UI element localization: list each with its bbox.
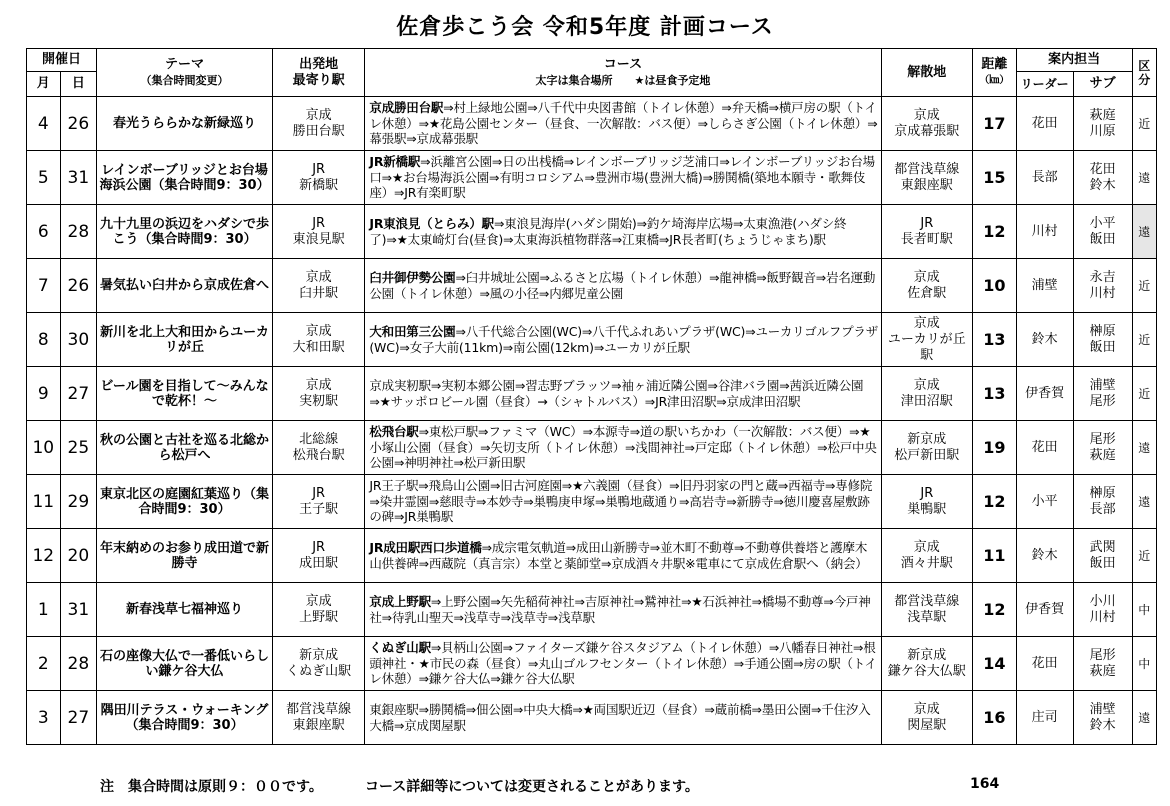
area-cell: 遠 (1132, 421, 1156, 475)
header-month: 月 (27, 72, 61, 97)
leader-cell: 花田 (1016, 637, 1073, 691)
end-line1: 京成 (913, 377, 940, 393)
course-cell (365, 637, 881, 691)
table-row (27, 637, 1157, 691)
sub-cell (1073, 97, 1132, 151)
end-cell (881, 367, 972, 421)
course-cell (365, 205, 881, 259)
start-cell (272, 691, 364, 745)
theme-cell: 石の座像大仏で一番低いらしい鎌ケ谷大仏 (97, 637, 273, 691)
sub-line1: 武関 (1089, 539, 1116, 555)
start-cell (272, 259, 364, 313)
month-cell: 4 (27, 97, 61, 151)
area-cell: 近 (1132, 529, 1156, 583)
theme-cell: 新川を北上大和田からユーカリが丘 (97, 313, 273, 367)
course-route: ⇒東松戸駅⇒ファミマ（WC）⇒本源寺⇒道の駅いちかわ（一次解散：バス便）⇒★小塚山公園（昼食）⇒矢切支所（トイレ休憩）⇒浅間神社⇒戸定邸（トイレ休憩）⇒松戸中央公園⇒神明神社⇒松戸新田駅 (369, 424, 877, 471)
start-line2: 松飛台駅 (292, 447, 345, 463)
sub-cell (1073, 583, 1132, 637)
header-course (365, 49, 881, 97)
area-cell: 中 (1132, 637, 1156, 691)
table-row (27, 151, 1157, 205)
course-cell (365, 259, 881, 313)
start-line1: JR (312, 215, 326, 231)
leader-cell: 伊香賀 (1016, 367, 1073, 421)
end-line2: 鎌ケ谷大仏駅 (887, 663, 966, 679)
end-cell (881, 421, 972, 475)
start-cell (272, 151, 364, 205)
end-line1: 京成 (913, 107, 940, 123)
distance-cell: 11 (973, 529, 1017, 583)
table-row (27, 421, 1157, 475)
day-cell: 31 (60, 151, 97, 205)
course-route: ⇒貝柄山公園⇒ファイターズ鎌ケ谷スタジアム（トイレ休憩）⇒八幡春日神社⇒根頭神社・★市民の森（昼食）⇒丸山ゴルフセンター（トイレ休憩）⇒手通公園⇒房の駅（トイレ休憩）⇒鎌ケ谷大仏⇒鎌ケ谷大仏駅 (369, 640, 877, 687)
end-cell (881, 97, 972, 151)
start-line2: 東浪見駅 (292, 231, 345, 247)
end-line2: 長者町駅 (900, 231, 953, 247)
course-route: 京成実籾駅⇒実籾本郷公園⇒習志野ブラッツ⇒袖ヶ浦近隣公園⇒谷津バラ園⇒茜浜近隣公園⇒★サッポロビール園（昼食）→（シャトルバス）⇒JR津田沼駅⇒京成津田沼駅 (369, 378, 864, 409)
end-line2: 東銀座駅 (900, 177, 953, 193)
header-end: 解散地 (881, 49, 972, 97)
start-line1: JR (312, 485, 326, 501)
distance-cell: 13 (973, 313, 1017, 367)
header-leader: リーダー (1016, 72, 1073, 97)
area-cell: 中 (1132, 583, 1156, 637)
distance-cell: 16 (973, 691, 1017, 745)
leader-cell: 鈴木 (1016, 313, 1073, 367)
area-cell: 近 (1132, 367, 1156, 421)
theme-cell: 新春浅草七福神巡り (97, 583, 273, 637)
sub-cell (1073, 205, 1132, 259)
course-cell (365, 313, 881, 367)
end-line1: JR (920, 215, 934, 231)
end-line2: 松戸新田駅 (894, 447, 960, 463)
area-cell: 近 (1132, 259, 1156, 313)
start-line1: 京成 (305, 377, 332, 393)
leader-cell: 浦壁 (1016, 259, 1073, 313)
start-line2: 実籾駅 (299, 393, 339, 409)
start-cell (272, 313, 364, 367)
leader-cell: 花田 (1016, 421, 1073, 475)
theme-cell: 暑気払い臼井から京成佐倉へ (97, 259, 273, 313)
month-cell: 1 (27, 583, 61, 637)
sub-cell (1073, 475, 1132, 529)
day-cell: 29 (60, 475, 97, 529)
sub-line2: 飯田 (1089, 339, 1116, 355)
table-row (27, 259, 1157, 313)
start-cell (272, 205, 364, 259)
header-sub: サブ (1073, 72, 1132, 97)
course-route: ⇒上野公園⇒矢先稲荷神社⇒吉原神社⇒鷲神社⇒★石浜神社⇒橋場不動尊⇒今戸神社⇒待乳山聖天⇒浅草寺⇒浅草寺⇒浅草駅 (369, 594, 871, 625)
day-cell: 31 (60, 583, 97, 637)
header-theme (97, 49, 273, 97)
month-cell: 7 (27, 259, 61, 313)
sub-line1: 榊原 (1089, 485, 1116, 501)
sub-cell (1073, 529, 1132, 583)
theme-cell: 秋の公園と古社を巡る北総から松戸へ (97, 421, 273, 475)
end-line2: 浅草駅 (907, 609, 947, 625)
footer-note-1: 注 集合時間は原則９：００です。 (100, 779, 323, 795)
end-line2: 関屋駅 (907, 717, 947, 733)
distance-cell: 15 (973, 151, 1017, 205)
header-row-1 (27, 49, 1157, 72)
end-line1: 都営浅草線 (894, 593, 960, 609)
header-theme-sub: （集合時間変更） (140, 73, 229, 87)
sub-line1: 浦壁 (1089, 377, 1116, 393)
end-cell (881, 691, 972, 745)
sub-cell (1073, 259, 1132, 313)
start-line1: 京成 (305, 323, 332, 339)
theme-cell: ビール園を目指して～みんなで乾杯！～ (97, 367, 273, 421)
sub-line2: 長部 (1089, 501, 1116, 517)
meeting-point: JR成田駅西口歩道橋 (369, 540, 482, 555)
course-cell (365, 529, 881, 583)
table-row (27, 97, 1157, 151)
start-cell (272, 637, 364, 691)
sub-line2: 飯田 (1089, 231, 1116, 247)
area-cell: 近 (1132, 97, 1156, 151)
day-cell: 28 (60, 637, 97, 691)
end-cell (881, 259, 972, 313)
header-distance-line2: （㎞） (979, 74, 1010, 86)
course-route: ⇒浜離宮公園⇒日の出桟橋⇒レインボーブリッジ芝浦口⇒レインボーブリッジお台場口⇒★お台場海浜公園⇒有明コロシアム⇒豊洲市場(豊洲大橋)⇒勝鬨橋(築地本願寺・歌舞伎座）⇒JR有楽町駅 (369, 154, 875, 201)
start-line1: JR (312, 161, 326, 177)
start-cell (272, 583, 364, 637)
start-line2: 東銀座駅 (292, 717, 345, 733)
sub-line1: 小平 (1089, 215, 1116, 231)
theme-cell: 隅田川テラス・ウォーキング（集合時間9：30） (97, 691, 273, 745)
header-start-line1: 出発地 (299, 56, 339, 72)
start-cell (272, 421, 364, 475)
meeting-point: 松飛台駅 (369, 424, 419, 440)
start-line2: 勝田台駅 (292, 123, 345, 139)
leader-cell: 長部 (1016, 151, 1073, 205)
course-cell (365, 421, 881, 475)
theme-cell: レインボーブリッジとお台場海浜公園（集合時間9：30） (97, 151, 273, 205)
page-number: 164 (970, 776, 1000, 792)
end-cell (881, 151, 972, 205)
end-line2: 佐倉駅 (907, 285, 947, 301)
table-row (27, 205, 1157, 259)
month-cell: 5 (27, 151, 61, 205)
sub-cell (1073, 151, 1132, 205)
meeting-point: JR新橋駅 (369, 154, 421, 170)
sub-line1: 尾形 (1089, 431, 1116, 447)
course-cell (365, 691, 881, 745)
sub-cell (1073, 421, 1132, 475)
end-cell (881, 529, 972, 583)
theme-cell: 春光うららかな新緑巡り (97, 97, 273, 151)
meeting-point: 京成上野駅 (369, 594, 431, 609)
end-line1: 京成 (913, 315, 940, 331)
meeting-point: 臼井御伊勢公園 (369, 270, 456, 285)
sub-line2: 川原 (1089, 123, 1116, 139)
day-cell: 26 (60, 259, 97, 313)
leader-cell: 川村 (1016, 205, 1073, 259)
sub-cell (1073, 313, 1132, 367)
course-route: ⇒成宗電気軌道⇒成田山新勝寺⇒並木町不動尊⇒不動尊供養塔と護摩木山供養碑⇒西蔵院（真言宗）本堂と薬師堂⇒京成酒々井駅※電車にて京成佐倉駅へ（納会） (369, 540, 868, 571)
sub-cell (1073, 367, 1132, 421)
start-line2: 上野駅 (299, 609, 339, 625)
end-line1: JR (920, 485, 934, 501)
course-cell (365, 97, 881, 151)
table-row (27, 475, 1157, 529)
sub-line2: 鈴木 (1089, 717, 1116, 733)
start-line1: JR (312, 539, 326, 555)
header-guide: 案内担当 (1016, 49, 1132, 72)
distance-cell: 17 (973, 97, 1017, 151)
distance-cell: 10 (973, 259, 1017, 313)
end-line2: 巣鴨駅 (907, 501, 947, 517)
leader-cell: 鈴木 (1016, 529, 1073, 583)
start-line2: 大和田駅 (292, 339, 345, 355)
header-course-label: コース (603, 56, 643, 72)
day-cell: 26 (60, 97, 97, 151)
course-route: JR王子駅⇒飛鳥山公園⇒旧古河庭園⇒★六義園（昼食）⇒旧丹羽家の門と蔵⇒西福寺⇒専修院⇒染井霊園⇒慈眼寺⇒本妙寺⇒巣鴨庚申塚⇒巣鴨地蔵通り⇒高岩寺⇒新勝寺⇒徳川慶喜屋敷跡の碑⇒JR巣鴨駅 (369, 478, 873, 525)
sub-line2: 川村 (1089, 285, 1116, 301)
day-cell: 27 (60, 691, 97, 745)
table-row (27, 583, 1157, 637)
course-cell (365, 151, 881, 205)
sub-line1: 榊原 (1089, 323, 1116, 339)
end-line2: 酒々井駅 (900, 555, 953, 571)
sub-line2: 萩庭 (1089, 663, 1116, 679)
sub-line1: 萩庭 (1089, 107, 1116, 123)
end-cell (881, 475, 972, 529)
month-cell: 10 (27, 421, 61, 475)
day-cell: 30 (60, 313, 97, 367)
theme-cell: 東京北区の庭園紅葉巡り（集合時間9：30） (97, 475, 273, 529)
table-body (27, 97, 1157, 745)
course-route: ⇒臼井城址公園⇒ふるさと広場（トイレ休憩）⇒龍神橋⇒飯野観音⇒岩名運動公園（トイレ休憩）⇒風の小径⇒内郷児童公園 (369, 270, 876, 301)
day-cell: 27 (60, 367, 97, 421)
end-cell (881, 205, 972, 259)
page-title: 佐倉歩こう会 令和5年度 計画コース (396, 15, 774, 40)
meeting-point: 京成勝田台駅 (369, 100, 444, 116)
month-cell: 8 (27, 313, 61, 367)
month-cell: 2 (27, 637, 61, 691)
sub-cell (1073, 691, 1132, 745)
table-row (27, 367, 1157, 421)
end-cell (881, 637, 972, 691)
end-line2: 京成幕張駅 (894, 123, 960, 139)
sub-line2: 萩庭 (1089, 447, 1116, 463)
course-table (26, 48, 1157, 745)
course-route: ⇒村上緑地公園⇒八千代中央図書館（トイレ休憩）⇒弁天橋⇒横戸房の駅（トイレ休憩）⇒★花島公園センター（昼食、一次解散：バス便）⇒しらさぎ公園（トイレ休憩）⇒幕張駅⇒京成幕張駅 (369, 100, 878, 147)
end-line2: 津田沼駅 (900, 393, 953, 409)
start-line1: 都営浅草線 (286, 701, 352, 717)
course-cell (365, 475, 881, 529)
start-cell (272, 367, 364, 421)
start-cell (272, 97, 364, 151)
header-day: 日 (60, 72, 97, 97)
header-area: 区分 (1132, 49, 1156, 97)
distance-cell: 12 (973, 475, 1017, 529)
leader-cell: 庄司 (1016, 691, 1073, 745)
distance-cell: 12 (973, 205, 1017, 259)
start-line1: 京成 (305, 107, 332, 123)
month-cell: 11 (27, 475, 61, 529)
leader-cell: 花田 (1016, 97, 1073, 151)
day-cell: 25 (60, 421, 97, 475)
meeting-point: くぬぎ山駅 (369, 640, 431, 656)
month-cell: 6 (27, 205, 61, 259)
end-cell (881, 583, 972, 637)
start-cell (272, 475, 364, 529)
sub-line1: 浦壁 (1089, 701, 1116, 717)
end-line1: 新京成 (907, 647, 947, 663)
sub-line1: 尾形 (1089, 647, 1116, 663)
area-cell: 近 (1132, 313, 1156, 367)
start-line2: 臼井駅 (299, 285, 339, 301)
meeting-point: 大和田第三公園 (369, 324, 456, 339)
end-line1: 京成 (913, 539, 940, 555)
sub-line2: 川村 (1089, 609, 1116, 625)
start-line1: 京成 (305, 269, 332, 285)
theme-cell: 年末納めのお参り成田道で新勝寺 (97, 529, 273, 583)
start-line2: 新橋駅 (299, 177, 339, 193)
table-row (27, 529, 1157, 583)
month-cell: 12 (27, 529, 61, 583)
end-line1: 新京成 (907, 431, 947, 447)
sub-line2: 尾形 (1089, 393, 1116, 409)
distance-cell: 14 (973, 637, 1017, 691)
end-line1: 京成 (913, 269, 940, 285)
start-line1: 新京成 (299, 647, 339, 663)
area-cell: 遠 (1132, 691, 1156, 745)
start-line1: 北総線 (299, 431, 339, 447)
leader-cell: 伊香賀 (1016, 583, 1073, 637)
sub-line1: 永吉 (1089, 269, 1116, 285)
end-line1: 京成 (913, 701, 940, 717)
leader-cell: 小平 (1016, 475, 1073, 529)
header-date: 開催日 (27, 49, 97, 72)
start-cell (272, 529, 364, 583)
header-distance (973, 49, 1017, 97)
meeting-point: JR東浪見（とらみ）駅 (369, 216, 494, 231)
distance-cell: 12 (973, 583, 1017, 637)
sub-line1: 小川 (1089, 593, 1116, 609)
sub-cell (1073, 637, 1132, 691)
sub-line2: 飯田 (1089, 555, 1116, 571)
month-cell: 9 (27, 367, 61, 421)
area-cell: 遠 (1132, 151, 1156, 205)
end-line2: ユーカリが丘駅 (887, 331, 966, 363)
month-cell: 3 (27, 691, 61, 745)
table-row (27, 691, 1157, 745)
day-cell: 20 (60, 529, 97, 583)
theme-cell: 九十九里の浜辺をハダシで歩こう（集合時間9：30） (97, 205, 273, 259)
end-cell (881, 313, 972, 367)
header-start (272, 49, 364, 97)
start-line2: 成田駅 (299, 555, 339, 571)
start-line2: 王子駅 (299, 501, 339, 517)
table-row (27, 313, 1157, 367)
day-cell: 28 (60, 205, 97, 259)
distance-cell: 19 (973, 421, 1017, 475)
sub-line1: 花田 (1089, 161, 1116, 177)
area-cell: 遠 (1132, 475, 1156, 529)
course-cell (365, 583, 881, 637)
course-cell (365, 367, 881, 421)
footer-note-2: コース詳細等については変更されることがあります。 (365, 779, 699, 795)
course-route: ⇒東浪見海岸(ハダシ開始)⇒釣ケ埼海岸広場⇒太東漁港(ハダシ終了)⇒★太東崎灯台(昼食)⇒太東海浜植物群落⇒江東橋⇒JR長者町(ちょうじゃまち)駅 (369, 216, 847, 247)
course-route: ⇒八千代総合公園(WC)⇒八千代ふれあいプラザ(WC)⇒ユーカリゴルフプラザ(WC)⇒女子大前(11km)⇒南公園(12km)⇒ユーカリが丘駅 (369, 324, 878, 355)
header-course-sub: 太字は集合場所 ★は昼食予定地 (535, 73, 711, 87)
sub-line2: 鈴木 (1089, 177, 1116, 193)
start-line2: くぬぎ山駅 (286, 663, 352, 679)
end-line1: 都営浅草線 (894, 161, 960, 177)
start-line1: 京成 (305, 593, 332, 609)
course-route: 東銀座駅⇒勝鬨橋⇒佃公園⇒中央大橋⇒★両国駅近辺（昼食）⇒蔵前橋⇒墨田公園⇒千住汐入大橋⇒京成関屋駅 (369, 702, 871, 733)
header-start-line2: 最寄り駅 (292, 72, 345, 88)
distance-cell: 13 (973, 367, 1017, 421)
area-cell: 遠 (1132, 205, 1156, 259)
header-distance-line1: 距離 (981, 56, 1008, 72)
header-theme-label: テーマ (165, 56, 205, 72)
